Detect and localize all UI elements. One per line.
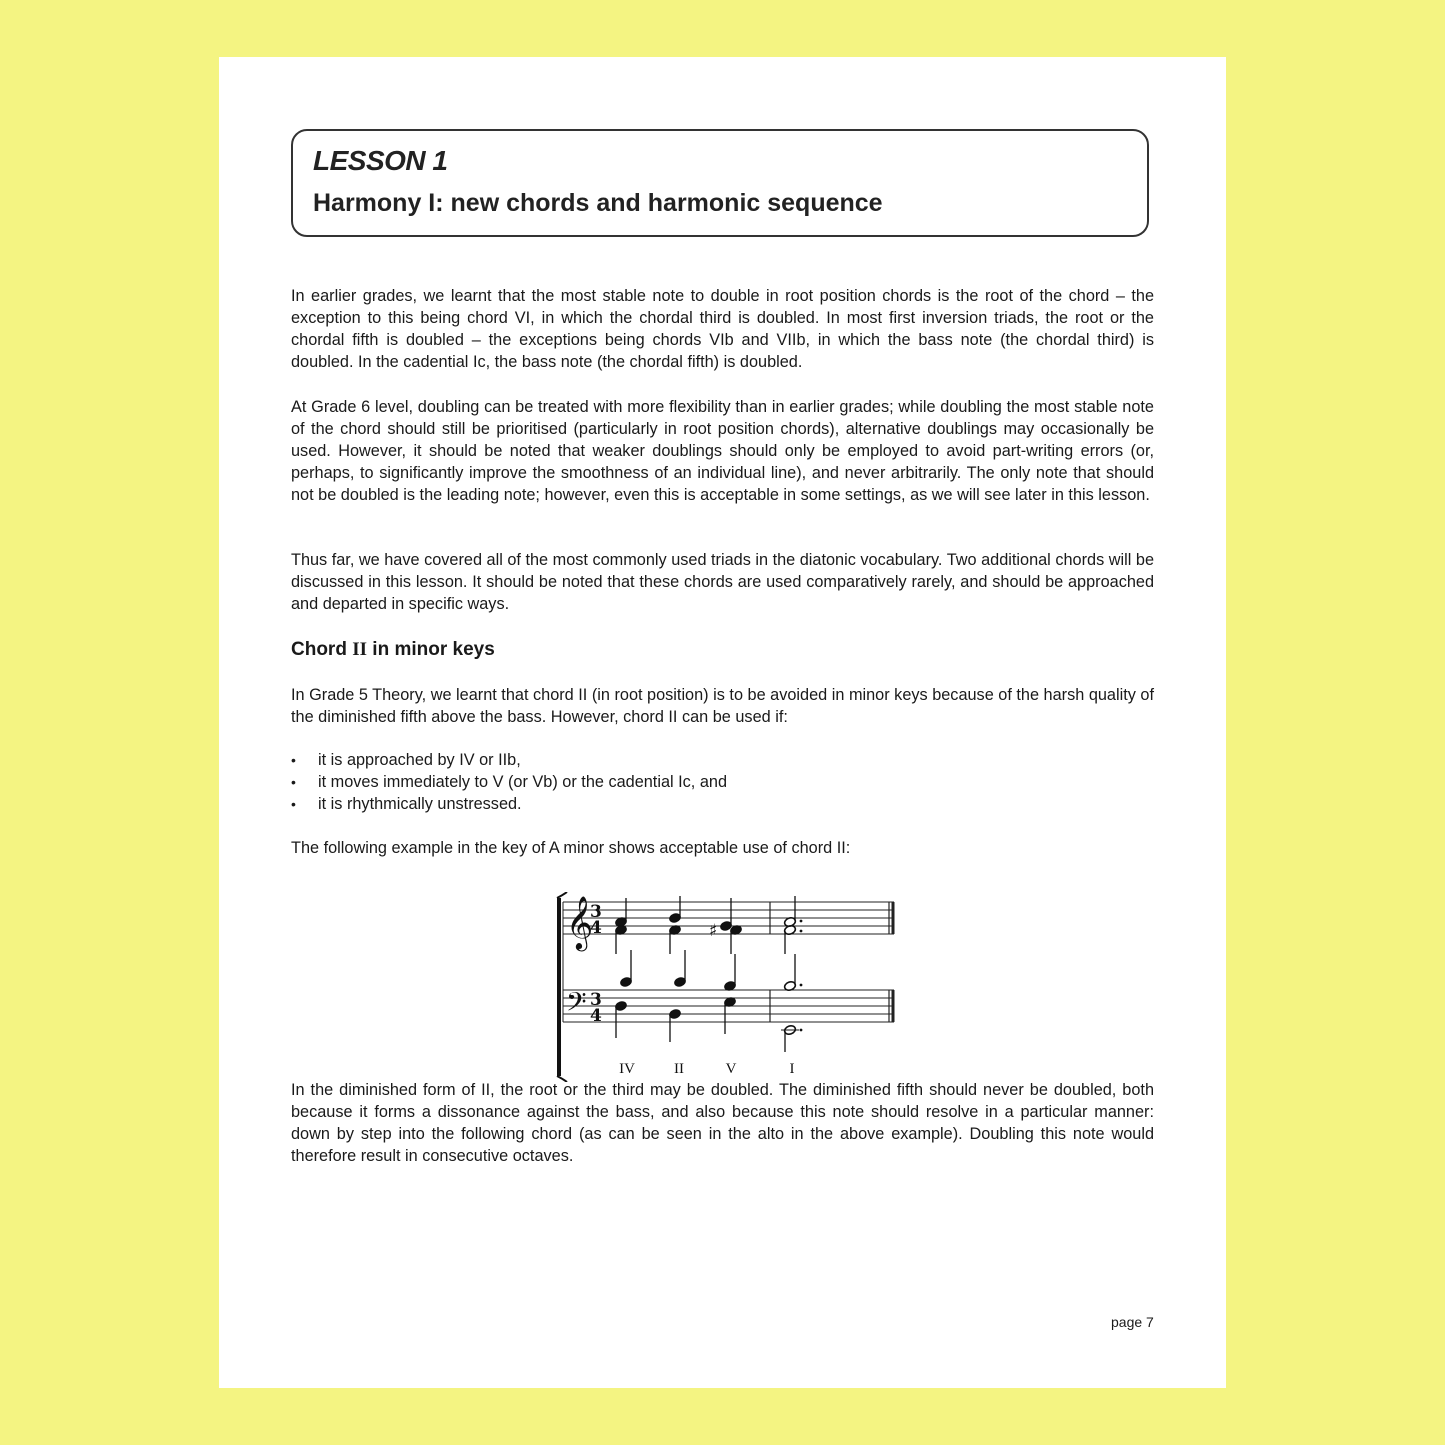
section-heading <box>291 639 495 661</box>
lesson-label: LESSON 1 <box>313 145 448 176</box>
chord-i <box>781 896 802 1052</box>
page-number: page 7 <box>1111 1314 1154 1330</box>
paragraph-doubling-grade6: At Grade 6 level, doubling can be treated with more flexibility than in earlier grades; while doubling the most stable note of the chord should still be prioritised (particularly in root position chords), alternative doublings may occasionally be used. However, it should be noted that weaker doublings should only be employed to avoid part-writing errors (or, perhaps, to significantly improve the smoothness of an individual line), and never arbitrarily. The only note that should not be doubled is the leading note; however, even this is acceptable in some settings, as we will see later in this lesson. <box>291 398 1154 504</box>
time-sig-bottom-bass: 4 <box>590 1006 602 1026</box>
lesson-title-box <box>291 129 1149 237</box>
heading-text-post: in minor keys <box>367 639 495 660</box>
paragraph-example-intro: The following example in the key of A minor shows acceptable use of chord II: <box>291 839 851 857</box>
list-item: • it is rhythmically unstressed. <box>291 793 727 815</box>
paragraph-diminished-doubling: In the diminished form of II, the root or the third may be doubled. The diminished fifth should never be doubled, both because it forms a dissonance against the bass, and also because this note should resolve in a particular manner: down by step into the following chord (as can be seen in the alto in the above example). Doubling this note would therefore result in consecutive octaves. <box>291 1081 1154 1165</box>
document-page <box>219 57 1226 1388</box>
bass-clef-icon: 𝄢 <box>566 986 587 1024</box>
heading-text-pre: Chord <box>291 639 353 660</box>
time-sig-bottom-treble: 4 <box>590 918 602 938</box>
sharp-icon: ♯ <box>709 921 718 941</box>
lesson-title: Harmony I: new chords and harmonic sequence <box>313 189 883 217</box>
heading-numeral: II <box>352 639 368 660</box>
list-item: • it is approached by IV or IIb, <box>291 749 727 771</box>
paragraph-doubling-earlier: In earlier grades, we learnt that the most stable note to double in root position chords is the root of the chord – the exception to this being chord VI, in which the chordal third is doubled. In most first inversion triads, the root or the chordal fifth is doubled – the exceptions being chords VIb and VIIb, in which the bass note (the chordal third) is doubled. In the cadential Ic, the bass note (the chordal fifth) is doubled. <box>291 287 1154 371</box>
treble-clef-icon: 𝄞 <box>566 895 594 949</box>
roman-numeral: V <box>725 1061 737 1077</box>
roman-numeral: II <box>674 1061 684 1077</box>
list-item: • it moves immediately to V (or Vb) or the cadential Ic, and <box>291 771 727 793</box>
roman-numeral: IV <box>619 1061 635 1077</box>
time-sig-top-bass: 3 <box>590 990 602 1010</box>
roman-numeral: I <box>789 1061 795 1077</box>
time-sig-top-treble: 3 <box>590 902 602 922</box>
chord-iv <box>614 898 632 1038</box>
conditions-list <box>291 749 727 815</box>
paragraph-chord-ii-intro: In Grade 5 Theory, we learnt that chord II (in root position) is to be avoided in minor keys because of the harsh quality of the diminished fifth above the bass. However, chord II can be used if: <box>291 686 1154 726</box>
music-example <box>549 892 899 1082</box>
paragraph-additional-chords: Thus far, we have covered all of the most commonly used triads in the diatonic vocabulary. Two additional chords will be discussed in this lesson. It should be noted that these chords are used comparatively rarely, and should be approached and departed in specific ways. <box>291 551 1154 613</box>
